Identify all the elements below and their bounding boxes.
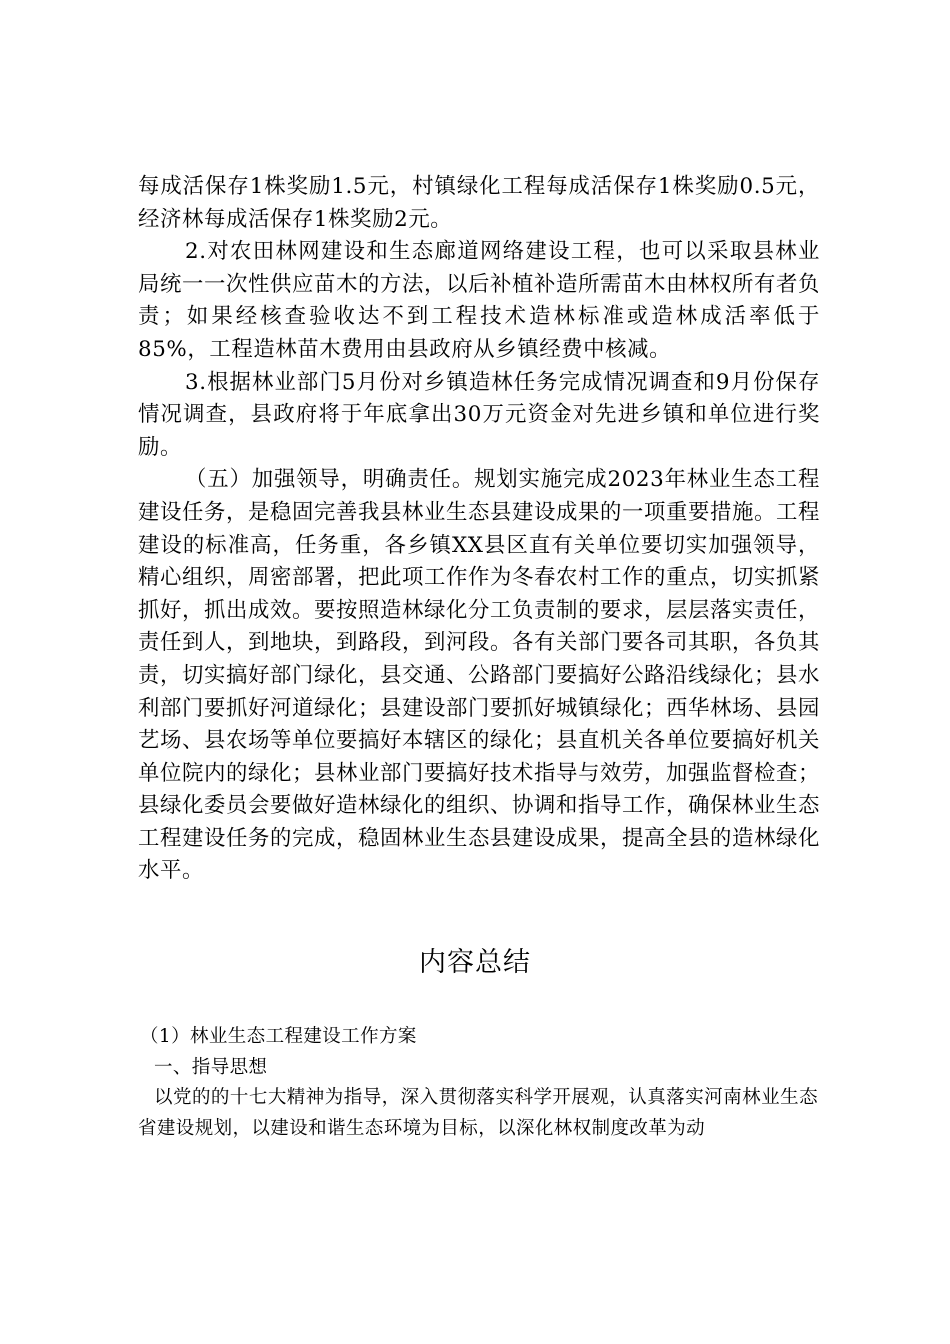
document-body xyxy=(138,171,820,888)
summary-sub-heading: 一、指导思想 xyxy=(154,1056,268,1078)
summary-paragraph: 以党的的十七大精神为指导，深入贯彻落实科学开展观，认真落实河南林业生态省建设规划，以建设和谐生态环境为目标，以深化林权制度改革为动 xyxy=(138,1087,818,1139)
paragraph-leadership-responsibility: （五）加强领导，明确责任。规划实施完成2023年林业生态工程建设任务，是稳固完善我县林业生态县建设成果的一项重要措施。工程建设的标准高，任务重，各乡镇XX县区直有关单位要切实加强领导，精心组织，周密部署，把此项工作作为冬春农村工作的重点，切实抓紧抓好，抓出成效。要按照造林绿化分工负责制的要求，层层落实责任，责任到人，到地块，到路段，到河段。各有关部门要各司其职，各负其责，切实搞好部门绿化，县交通、公路部门要搞好公路沿线绿化；县水利部门要抓好河道绿化；县建设部门要抓好城镇绿化；西华林场、县园艺场、县农场等单位要搞好本辖区的绿化；县直机关各单位要搞好机关单位院内的绿化；县林业部门要搞好技术指导与效劳，加强监督检查；县绿化委员会要做好造林绿化的组织、协调和指导工作，确保林业生态工程建设任务的完成，稳固林业生态县建设成果，提高全县的造林绿化水平。 xyxy=(138,467,820,884)
summary-section xyxy=(138,1022,818,1144)
summary-title: 内容总结 xyxy=(419,947,531,978)
paragraph-year-end-reward: 3.根据林业部门5月份对乡镇造林任务完成情况调查和9月份保存情况调查，县政府将于年底拿出30万元资金对先进乡镇和单位进行奖励。 xyxy=(138,369,820,460)
paragraph-seedling-supply: 2.对农田林网建设和生态廊道网络建设工程，也可以采取县林业局统一一次性供应苗木的方法，以后补植补造所需苗木由林权所有者负责；如果经核查验收达不到工程技术造林标准或造林成活率低于85%，工程造林苗木费用由县政府从乡镇经费中核减。 xyxy=(138,239,820,362)
summary-heading: （1）林业生态工程建设工作方案 xyxy=(140,1026,417,1047)
paragraph-reward-rates: 每成活保存1株奖励1.5元，村镇绿化工程每成活保存1株奖励0.5元，经济林每成活保存1株奖励2元。 xyxy=(138,174,820,232)
